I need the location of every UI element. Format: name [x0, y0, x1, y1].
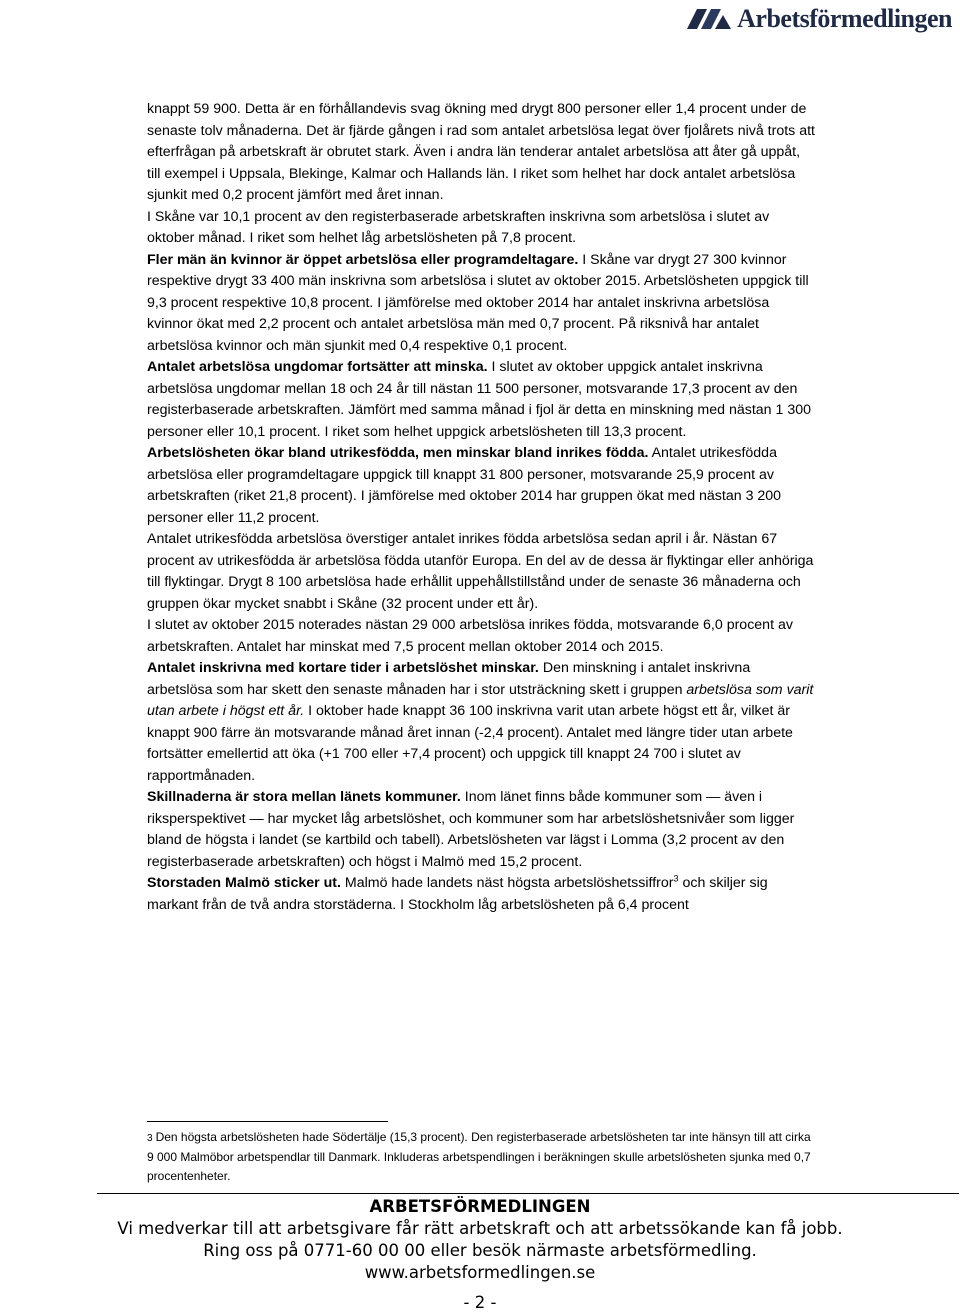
paragraph [147, 787, 815, 873]
paragraph-text: I oktober hade knappt 36 100 inskrivna varit utan arbete högst ett år, vilket är knappt 900 färre än motsvarande månad året innan (-2,4 procent). Antalet med längre tider utan arbete fortsätter emellertid att öka (+1 700 eller +7,4 procent) och uppgick till knappt 24 700 i slutet av rapportmånaden. [147, 703, 793, 784]
footer-divider [97, 1193, 959, 1194]
paragraph-text: och skiljer sig markant från de två andra storstäderna. I Stockholm låg arbetslösheten på 6,4 procent [147, 875, 768, 913]
page-number: - 2 - [463, 1293, 497, 1312]
paragraph-text: I Skåne var drygt 27 300 kvinnor respektive drygt 33 400 män inskrivna som arbetslösa i slutet av oktober 2015. Arbetslösheten uppgick till 9,3 procent respektive 10,8 procent. I jämförelse med oktober 2014 har antalet inskrivna arbetslösa kvinnor ökat med 2,2 procent och antalet arbetslösa män med 0,7 procent. På riksnivå har antalet arbetslösa kvinnor och män sjunkit med 0,4 respektive 0,1 procent. [147, 251, 809, 354]
paragraph [147, 250, 815, 358]
body-text [147, 99, 815, 916]
paragraph [147, 99, 815, 207]
paragraph-text: knappt 59 900. Detta är en förhållandevis svag ökning med drygt 800 personer eller 1,4 procent under de senaste tolv månaderna. Det är fjärde gången i rad som antalet arbetslösa legat över fjolårets nivå trots att efterfrågan på arbetskraft är obrutet stark. Även i andra län tenderar antalet arbetslösa att åter gå uppåt, till exempel i Uppsala, Blekinge, Kalmar och Hallands län. I riket som helhet har dock antalet arbetslösa sjunkit med 0,2 procent jämfört med året innan. [147, 101, 815, 203]
paragraph [147, 529, 815, 615]
paragraph-text: Antalet utrikesfödda arbetslösa överstiger antalet inrikes födda arbetslösa sedan april i år. Nästan 67 procent av utrikesfödda är arbetslösa födda utanför Europa. En del av de dessa är flyktingar eller anhöriga till flyktingar. Drygt 8 100 arbetslösa hade erhållit uppehållstillstånd under de senaste 36 månaderna och gruppen ökar mycket snabbt i Skåne (32 procent under ett år). [147, 531, 814, 612]
paragraph-heading: Skillnaderna är stora mellan länets kommuner. [147, 789, 461, 805]
paragraph-italic: arbetslösa som varit utan arbete i högst ett år. [147, 681, 814, 719]
paragraph [147, 615, 815, 658]
footer [0, 1196, 960, 1284]
paragraph-text: I slutet av oktober 2015 noterades nästan 29 000 arbetslösa inrikes födda, motsvarande 6,0 procent av arbetskraften. Antalet har minskat med 7,5 procent mellan oktober 2014 och 2015. [147, 617, 793, 655]
paragraph-heading: Arbetslösheten ökar bland utrikesfödda, men minskar bland inrikes födda. [147, 445, 649, 461]
footnote-number: 3 [147, 1133, 153, 1144]
footer-url-link[interactable]: www.arbetsformedlingen.se [364, 1263, 596, 1282]
footnote-divider [147, 1121, 388, 1122]
paragraph [147, 357, 815, 443]
paragraph [147, 873, 815, 916]
paragraph-text: I slutet av oktober uppgick antalet inskrivna arbetslösa ungdomar mellan 18 och 24 år till nästan 11 500 personer, motsvarande 17,3 procent av den registerbaserade arbetskraften. Jämfört med samma månad i fjol är detta en minskning med nästan 1 300 personer eller 10,1 procent. I riket som helhet uppgick arbetslösheten till 13,3 procent. [147, 359, 811, 440]
paragraph-heading: Antalet arbetslösa ungdomar fortsätter att minska. [147, 359, 488, 375]
paragraph [147, 207, 815, 250]
paragraph [147, 658, 815, 787]
paragraph-heading: Fler män än kvinnor är öppet arbetslösa eller programdeltagare. [147, 251, 579, 268]
footer-org-name: ARBETSFÖRMEDLINGEN [369, 1197, 591, 1216]
paragraph-text: I Skåne var 10,1 procent av den registerbaserade arbetskraften inskrivna som arbetslösa i slutet av oktober månad. I riket som helhet låg arbetslösheten på 7,8 procent. [147, 208, 770, 246]
header-logo [687, 4, 952, 34]
footer-contact: Ring oss på 0771-60 00 00 eller besök närmaste arbetsförmedling. [203, 1241, 757, 1260]
paragraph-heading: Antalet inskrivna med kortare tider i arbetslöshet minskar. [147, 660, 539, 676]
paragraph-heading: Storstaden Malmö sticker ut. [147, 875, 341, 891]
arbetsformedlingen-logo-icon [687, 7, 731, 31]
paragraph-text: Malmö hade landets näst högsta arbetslöshetssiffror [340, 875, 674, 891]
logo-wordmark: Arbetsförmedlingen [737, 4, 952, 33]
paragraph-text: Den minskning i antalet inskrivna arbetslösa som har skett den senaste månaden har i stor utsträckning skett i gruppen [147, 660, 751, 698]
footnote-reference[interactable]: 3 [673, 873, 679, 884]
footnote-text: Den högsta arbetslösheten hade Södertälje (15,3 procent). Den registerbaserade arbetslösheten tar inte hänsyn till att cirka 9 000 Malmöbor arbetspendlar till Danmark. Inkluderas arbetspendlingen i beräkningen skulle arbetslösheten sjunka med 0,7 procentenheter. [147, 1130, 811, 1183]
footer-tagline: Vi medverkar till att arbetsgivare får rätt arbetskraft och att arbetssökande kan få jobb. [117, 1219, 843, 1238]
paragraph-text: Antalet utrikesfödda arbetslösa eller programdeltagare uppgick till knappt 31 800 personer, motsvarande 25,9 procent av arbetskraften (riket 21,8 procent). I jämförelse med oktober 2014 har gruppen ökat med nästan 3 200 personer eller 11,2 procent. [147, 445, 782, 526]
paragraph [147, 443, 815, 529]
footnote [147, 1128, 815, 1186]
paragraph-text: Inom länet finns både kommuner som — även i riksperspektivet — har mycket låg arbetslöshet, och kommuner som har arbetslöshetsnivåer som ligger bland de högsta i landet (se kartbild och tabell). Arbetslösheten var lägst i Lomma (3,2 procent av den registerbaserade arbetskraften) och högst i Malmö med 15,2 procent. [147, 789, 795, 870]
